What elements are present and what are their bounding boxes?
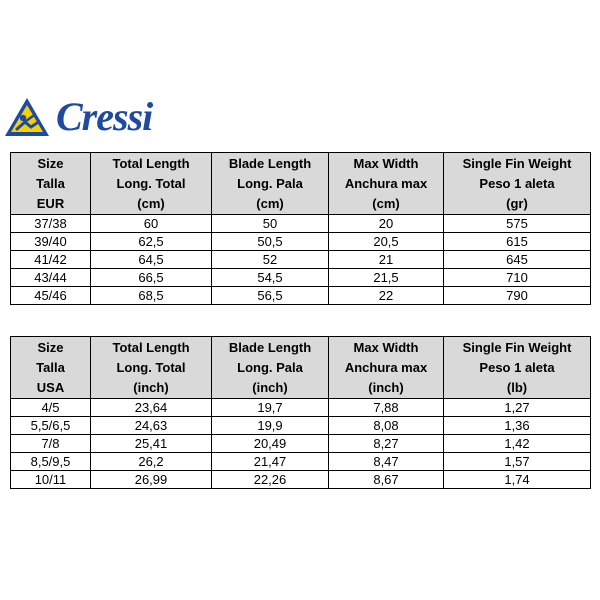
- cell-fin-weight: 710: [444, 269, 591, 287]
- cell-fin-weight: 615: [444, 233, 591, 251]
- cell-blade-length: 20,49: [212, 435, 329, 453]
- cell-blade-length: 56,5: [212, 287, 329, 305]
- table-row: [11, 269, 591, 287]
- diver-triangle-icon: [4, 97, 50, 137]
- brand-wordmark: Cressi: [56, 94, 153, 139]
- table-row: [11, 471, 591, 489]
- cell-total-length: 66,5: [91, 269, 212, 287]
- table-header-row: [11, 153, 591, 215]
- header-total-length: Total Length Long. Total (cm): [91, 153, 212, 215]
- cell-max-width: 20: [329, 215, 444, 233]
- cell-fin-weight: 1,27: [444, 399, 591, 417]
- cell-fin-weight: 1,57: [444, 453, 591, 471]
- cell-total-length: 25,41: [91, 435, 212, 453]
- table-row: [11, 215, 591, 233]
- cell-max-width: 8,47: [329, 453, 444, 471]
- cell-max-width: 21,5: [329, 269, 444, 287]
- cell-total-length: 24,63: [91, 417, 212, 435]
- header-blade-length: Blade Length Long. Pala (inch): [212, 337, 329, 399]
- table-row: [11, 453, 591, 471]
- cell-size: 37/38: [11, 215, 91, 233]
- cell-max-width: 20,5: [329, 233, 444, 251]
- header-max-width: Max Width Anchura max (cm): [329, 153, 444, 215]
- table-row: [11, 399, 591, 417]
- cell-total-length: 26,99: [91, 471, 212, 489]
- cell-size: 39/40: [11, 233, 91, 251]
- cell-total-length: 60: [91, 215, 212, 233]
- table-row: [11, 417, 591, 435]
- cell-fin-weight: 1,74: [444, 471, 591, 489]
- cell-max-width: 8,27: [329, 435, 444, 453]
- cell-blade-length: 50,5: [212, 233, 329, 251]
- table-row: [11, 287, 591, 305]
- cell-max-width: 8,08: [329, 417, 444, 435]
- cell-max-width: 8,67: [329, 471, 444, 489]
- cell-size: 10/11: [11, 471, 91, 489]
- header-fin-weight: Single Fin Weight Peso 1 aleta (lb): [444, 337, 591, 399]
- header-size: Size Talla EUR: [11, 153, 91, 215]
- cressi-logo: [4, 94, 153, 139]
- cell-blade-length: 22,26: [212, 471, 329, 489]
- cell-size: 7/8: [11, 435, 91, 453]
- cell-total-length: 62,5: [91, 233, 212, 251]
- cell-fin-weight: 1,36: [444, 417, 591, 435]
- cell-blade-length: 19,9: [212, 417, 329, 435]
- cell-size: 45/46: [11, 287, 91, 305]
- header-blade-length: Blade Length Long. Pala (cm): [212, 153, 329, 215]
- header-size: Size Talla USA: [11, 337, 91, 399]
- cell-size: 43/44: [11, 269, 91, 287]
- table-header-row: [11, 337, 591, 399]
- usa-size-table: [10, 336, 591, 489]
- header-total-length: Total Length Long. Total (inch): [91, 337, 212, 399]
- cell-max-width: 21: [329, 251, 444, 269]
- cell-blade-length: 54,5: [212, 269, 329, 287]
- cell-total-length: 68,5: [91, 287, 212, 305]
- cell-blade-length: 21,47: [212, 453, 329, 471]
- eur-size-table: [10, 152, 591, 305]
- cell-fin-weight: 575: [444, 215, 591, 233]
- cell-size: 41/42: [11, 251, 91, 269]
- table-row: [11, 251, 591, 269]
- cell-total-length: 26,2: [91, 453, 212, 471]
- table-row: [11, 435, 591, 453]
- cell-max-width: 7,88: [329, 399, 444, 417]
- cell-total-length: 64,5: [91, 251, 212, 269]
- header-max-width: Max Width Anchura max (inch): [329, 337, 444, 399]
- cell-blade-length: 52: [212, 251, 329, 269]
- cell-blade-length: 19,7: [212, 399, 329, 417]
- cell-blade-length: 50: [212, 215, 329, 233]
- cell-max-width: 22: [329, 287, 444, 305]
- cell-fin-weight: 645: [444, 251, 591, 269]
- cell-total-length: 23,64: [91, 399, 212, 417]
- header-fin-weight: Single Fin Weight Peso 1 aleta (gr): [444, 153, 591, 215]
- table-row: [11, 233, 591, 251]
- cell-size: 5,5/6,5: [11, 417, 91, 435]
- cell-size: 8,5/9,5: [11, 453, 91, 471]
- cell-size: 4/5: [11, 399, 91, 417]
- cell-fin-weight: 1,42: [444, 435, 591, 453]
- cell-fin-weight: 790: [444, 287, 591, 305]
